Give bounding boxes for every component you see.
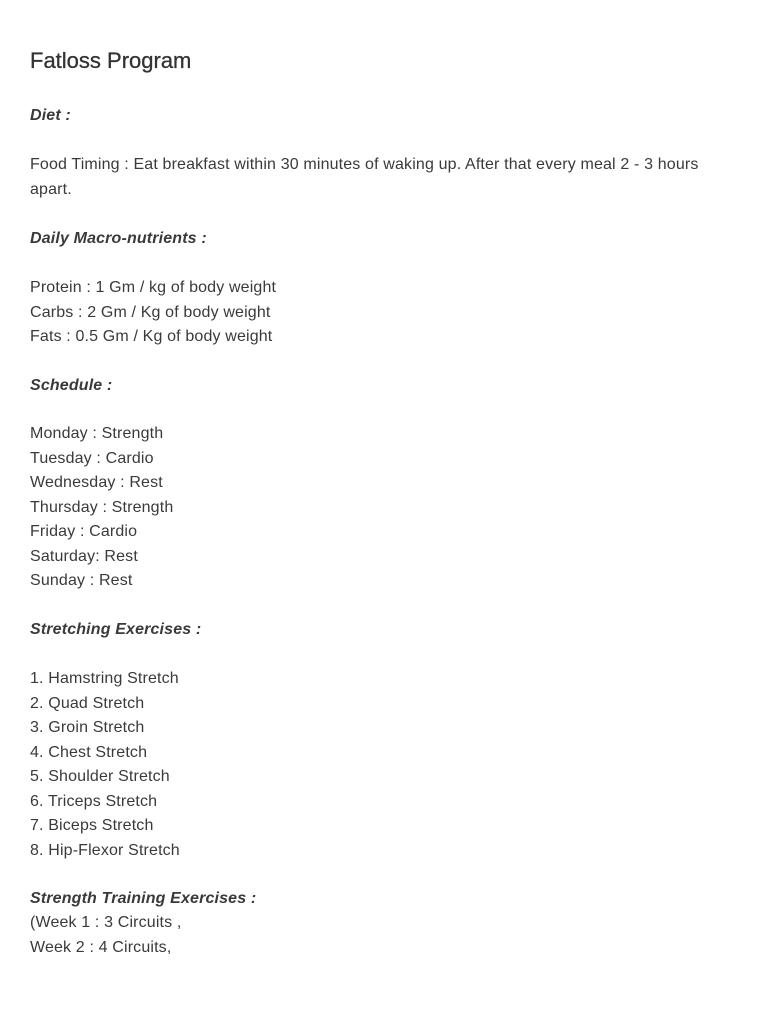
list-item: Protein : 1 Gm / kg of body weight — [30, 279, 277, 296]
list-item: Carbs : 2 Gm / Kg of body weight — [30, 303, 271, 321]
stretching-list — [30, 667, 730, 863]
list-item: 3. Groin Stretch — [30, 719, 145, 736]
list-item: Friday : Cardio — [30, 523, 138, 540]
list-item: Wednesday : Rest — [30, 474, 163, 491]
list-item: 8. Hip-Flexor Stretch — [30, 841, 180, 859]
list-item: Week 2 : 4 Circuits, — [30, 938, 172, 956]
schedule-heading: Schedule : — [30, 377, 113, 394]
list-item: 6. Triceps Stretch — [30, 792, 158, 810]
list-item: (Week 1 : 3 Circuits , — [30, 914, 182, 931]
page-title: Fatloss Program — [30, 48, 192, 73]
list-item: 2. Quad Stretch — [30, 694, 145, 712]
strength-list — [30, 911, 730, 960]
macros-list — [30, 276, 730, 350]
strength-heading: Strength Training Exercises : — [30, 890, 257, 907]
food-timing-text: Food Timing : Eat breakfast within 30 minutes of waking up. After that every meal 2 - 3 hours apart. — [30, 156, 699, 198]
list-item: 7. Biceps Stretch — [30, 817, 154, 834]
list-item: Sunday : Rest — [30, 572, 133, 589]
list-item: 1. Hamstring Stretch — [30, 670, 179, 687]
schedule-list — [30, 422, 730, 594]
list-item: Monday : Strength — [30, 425, 164, 442]
list-item: Tuesday : Cardio — [30, 449, 154, 467]
list-item: Fats : 0.5 Gm / Kg of body weight — [30, 328, 273, 345]
list-item: Thursday : Strength — [30, 498, 174, 516]
list-item: Saturday: Rest — [30, 547, 138, 565]
list-item: 4. Chest Stretch — [30, 743, 148, 761]
diet-heading: Diet : — [30, 107, 71, 124]
stretching-heading: Stretching Exercises : — [30, 621, 202, 638]
macros-heading: Daily Macro-nutrients : — [30, 230, 207, 247]
list-item: 5. Shoulder Stretch — [30, 768, 170, 785]
